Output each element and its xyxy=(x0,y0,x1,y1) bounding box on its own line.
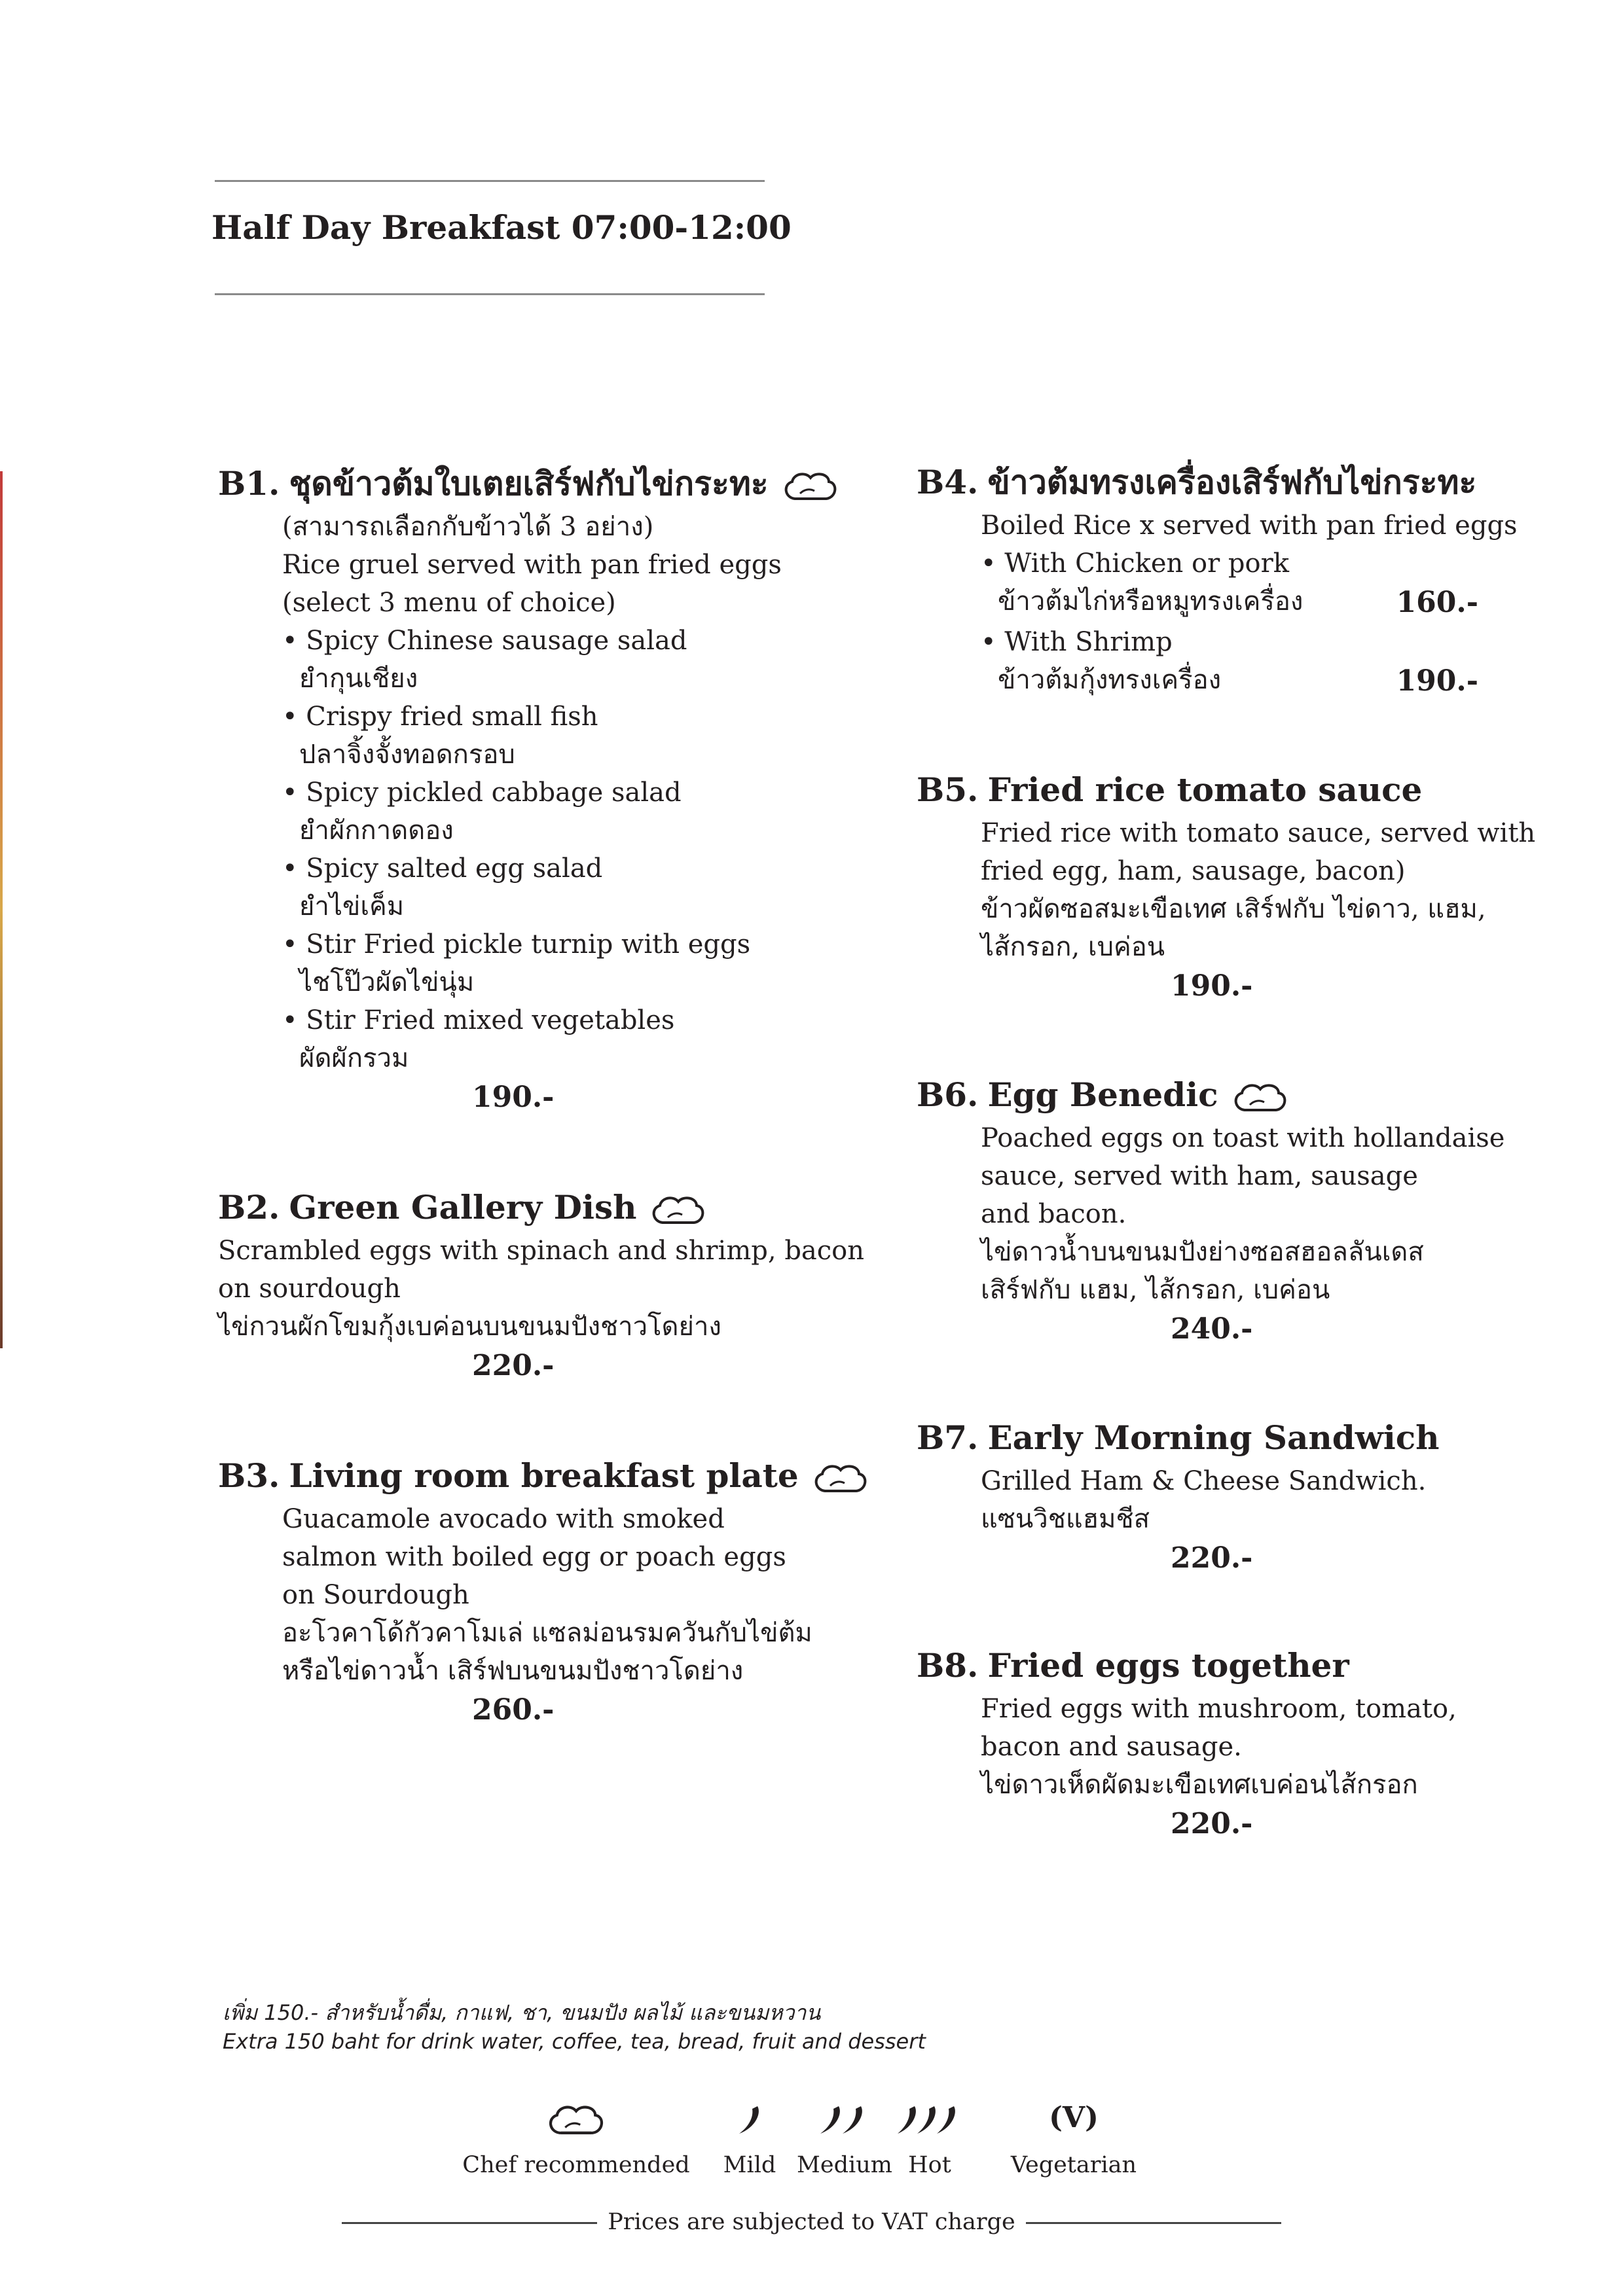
chili-icon xyxy=(815,2101,874,2139)
item-description-line: fried egg, ham, sausage, bacon) xyxy=(981,856,1406,886)
item-title xyxy=(917,1641,1604,1690)
vegetarian-mark: (V) xyxy=(1049,2101,1099,2134)
chef-hat-icon xyxy=(780,469,841,504)
item-description-line: อะโวคาโด้กัวคาโมเล่ แซลม่อนรมควันกับไข่ต้ม xyxy=(282,1618,812,1648)
item-description-line: Guacamole avocado with smoked xyxy=(282,1504,725,1534)
item-code: B5. xyxy=(917,770,979,809)
chef-hat-icon xyxy=(1230,1080,1290,1115)
menu-item-b7 xyxy=(917,1414,1604,1579)
choice-th: ยำกุนเชียง xyxy=(299,664,418,694)
item-description-line: Poached eggs on toast with hollandaise xyxy=(981,1123,1505,1153)
vat-text: Prices are subjected to VAT charge xyxy=(608,2209,1015,2235)
item-price: 220.- xyxy=(472,1349,555,1382)
item-price: 190.- xyxy=(472,1081,555,1114)
legend-chef xyxy=(462,2101,690,2179)
vat-notice xyxy=(0,2209,1623,2235)
choice-en: • Spicy Chinese sausage salad xyxy=(282,626,687,656)
item-description-line: on Sourdough xyxy=(282,1580,469,1610)
item-price: 190.- xyxy=(1171,969,1253,1003)
item-title xyxy=(218,1452,905,1500)
item-price: 220.- xyxy=(1171,1807,1253,1840)
choice-en: • Spicy pickled cabbage salad xyxy=(282,778,682,808)
item-name: Egg Benedic xyxy=(987,1075,1218,1114)
item-description-line: Fried eggs with mushroom, tomato, xyxy=(981,1694,1457,1724)
decorative-edge-strip xyxy=(0,471,3,1348)
extra-charge-note-th: เพิ่ม 150.- สำหรับน้ำดื่ม, กาแฟ, ชา, ขนมปัง ผลไม้ และขนมหวาน xyxy=(223,2000,821,2025)
menu-item-b4 xyxy=(917,458,1604,702)
option-en: • With Chicken or pork xyxy=(981,548,1289,579)
item-code: B1. xyxy=(218,464,280,503)
menu-item-b8 xyxy=(917,1641,1604,1844)
item-title xyxy=(218,459,905,508)
item-code: B8. xyxy=(917,1646,979,1685)
item-description-line: เสิร์ฟกับ แฮม, ไส้กรอก, เบค่อน xyxy=(981,1275,1330,1305)
choice-en: • Crispy fried small fish xyxy=(282,702,598,732)
item-description-line: on sourdough xyxy=(218,1274,401,1304)
item-price: 260.- xyxy=(472,1693,555,1727)
choice-th: ปลาจิ้งจั้งทอดกรอบ xyxy=(299,740,515,770)
item-description-line: ไส้กรอก, เบค่อน xyxy=(981,932,1165,962)
item-price: 240.- xyxy=(1171,1312,1253,1346)
menu-item-b5 xyxy=(917,766,1604,1007)
option-th: ข้าวต้มไก่หรือหมูทรงเครื่อง xyxy=(998,586,1304,617)
legend-hot-label: Hot xyxy=(908,2152,951,2178)
choice-en: • Spicy salted egg salad xyxy=(282,853,603,884)
item-price: 220.- xyxy=(1171,1541,1253,1575)
item-code: B3. xyxy=(218,1456,280,1495)
legend-mild xyxy=(714,2101,786,2179)
chili-icon xyxy=(894,2101,966,2139)
menu-item-b6 xyxy=(917,1071,1604,1350)
legend-vegetarian xyxy=(1008,2101,1139,2179)
legend-mild-label: Mild xyxy=(723,2152,776,2178)
item-description-line: ข้าวผัดซอสมะเขือเทศ เสิร์ฟกับ ไข่ดาว, แฮม, xyxy=(981,894,1486,924)
item-title xyxy=(917,1414,1604,1462)
item-name: ข้าวต้มทรงเครื่องเสิร์ฟกับไข่กระทะ xyxy=(987,463,1477,501)
option-th: ข้าวต้มกุ้งทรงเครื่อง xyxy=(998,665,1222,695)
chef-hat-icon xyxy=(811,1461,871,1496)
item-description-line: (สามารถเลือกกับข้าวได้ 3 อย่าง) xyxy=(282,512,654,542)
option-price: 160.- xyxy=(1396,586,1478,619)
item-title xyxy=(218,1183,905,1232)
item-code: B2. xyxy=(218,1188,280,1227)
item-name: ชุดข้าวต้มใบเตยเสิร์ฟกับไข่กระทะ xyxy=(289,464,769,503)
item-name: Green Gallery Dish xyxy=(289,1188,637,1227)
item-description-line: ไข่ดาวเห็ดผัดมะเขือเทศเบค่อนไส้กรอก xyxy=(981,1770,1418,1800)
item-code: B6. xyxy=(917,1075,979,1114)
item-title xyxy=(917,458,1604,507)
chef-hat-icon xyxy=(648,1193,708,1228)
extra-charge-note-en: Extra 150 baht for drink water, coffee, tea, bread, fruit and dessert xyxy=(223,2029,926,2054)
item-description-line: bacon and sausage. xyxy=(981,1732,1242,1762)
item-title xyxy=(917,1071,1604,1119)
menu-item-b3 xyxy=(218,1452,905,1731)
item-description-line: ไข่ดาวน้ำบนขนมปังย่างซอสฮอลลันเดส xyxy=(981,1237,1424,1267)
item-code: B7. xyxy=(917,1418,979,1457)
page-title: Half Day Breakfast 07:00-12:00 xyxy=(211,208,792,247)
item-description-line: Rice gruel served with pan fried eggs xyxy=(282,550,782,580)
item-name: Fried rice tomato sauce xyxy=(987,770,1423,809)
item-description-line: salmon with boiled egg or poach eggs xyxy=(282,1542,786,1572)
choice-th: ไชโป๊วผัดไข่นุ่ม xyxy=(299,967,475,997)
choice-th: ยำไข่เค็ม xyxy=(299,891,405,922)
item-code: B4. xyxy=(917,463,979,501)
choice-th: ยำผักกาดดอง xyxy=(299,816,454,846)
item-description-line: ไข่กวนผักโขมกุ้งเบค่อนบนขนมปังชาวโดย่าง xyxy=(218,1312,721,1342)
item-title xyxy=(917,766,1604,814)
choice-th: ผัดผักรวม xyxy=(299,1043,409,1073)
legend-chef-label: Chef recommended xyxy=(462,2152,690,2178)
header-bottom-rule xyxy=(215,293,765,295)
item-description-line: หรือไข่ดาวน้ำ เสิร์ฟบนขนมปังชาวโดย่าง xyxy=(282,1656,744,1686)
header-top-rule xyxy=(215,180,765,182)
item-description-line: (select 3 menu of choice) xyxy=(282,588,616,618)
item-name: Early Morning Sandwich xyxy=(987,1418,1440,1457)
legend-hot xyxy=(890,2101,969,2179)
item-name: Fried eggs together xyxy=(987,1646,1349,1685)
choice-en: • Stir Fried pickle turnip with eggs xyxy=(282,929,751,960)
chef-hat-icon xyxy=(545,2101,608,2139)
item-description-line: Grilled Ham & Cheese Sandwich. xyxy=(981,1466,1427,1496)
item-name: Living room breakfast plate xyxy=(289,1456,799,1495)
legend-medium-label: Medium xyxy=(797,2152,892,2178)
legend-vegetarian-label: Vegetarian xyxy=(1010,2152,1137,2178)
item-description-line: and bacon. xyxy=(981,1199,1127,1229)
vat-right-rule xyxy=(1026,2222,1281,2224)
item-description-line: แซนวิชแฮมชีส xyxy=(981,1504,1150,1534)
item-description-line: Boiled Rice x served with pan fried eggs xyxy=(981,511,1518,541)
option-en: • With Shrimp xyxy=(981,627,1173,657)
menu-item-b2 xyxy=(218,1183,905,1386)
choice-en: • Stir Fried mixed vegetables xyxy=(282,1005,675,1035)
option-price: 190.- xyxy=(1396,664,1478,698)
vat-left-rule xyxy=(342,2222,597,2224)
legend-medium xyxy=(795,2101,894,2179)
item-description-line: sauce, served with ham, sausage xyxy=(981,1161,1418,1191)
chili-icon xyxy=(730,2101,769,2139)
menu-item-b1 xyxy=(218,459,905,1118)
item-description-line: Fried rice with tomato sauce, served with xyxy=(981,818,1536,848)
item-description-line: Scrambled eggs with spinach and shrimp, bacon xyxy=(218,1236,865,1266)
